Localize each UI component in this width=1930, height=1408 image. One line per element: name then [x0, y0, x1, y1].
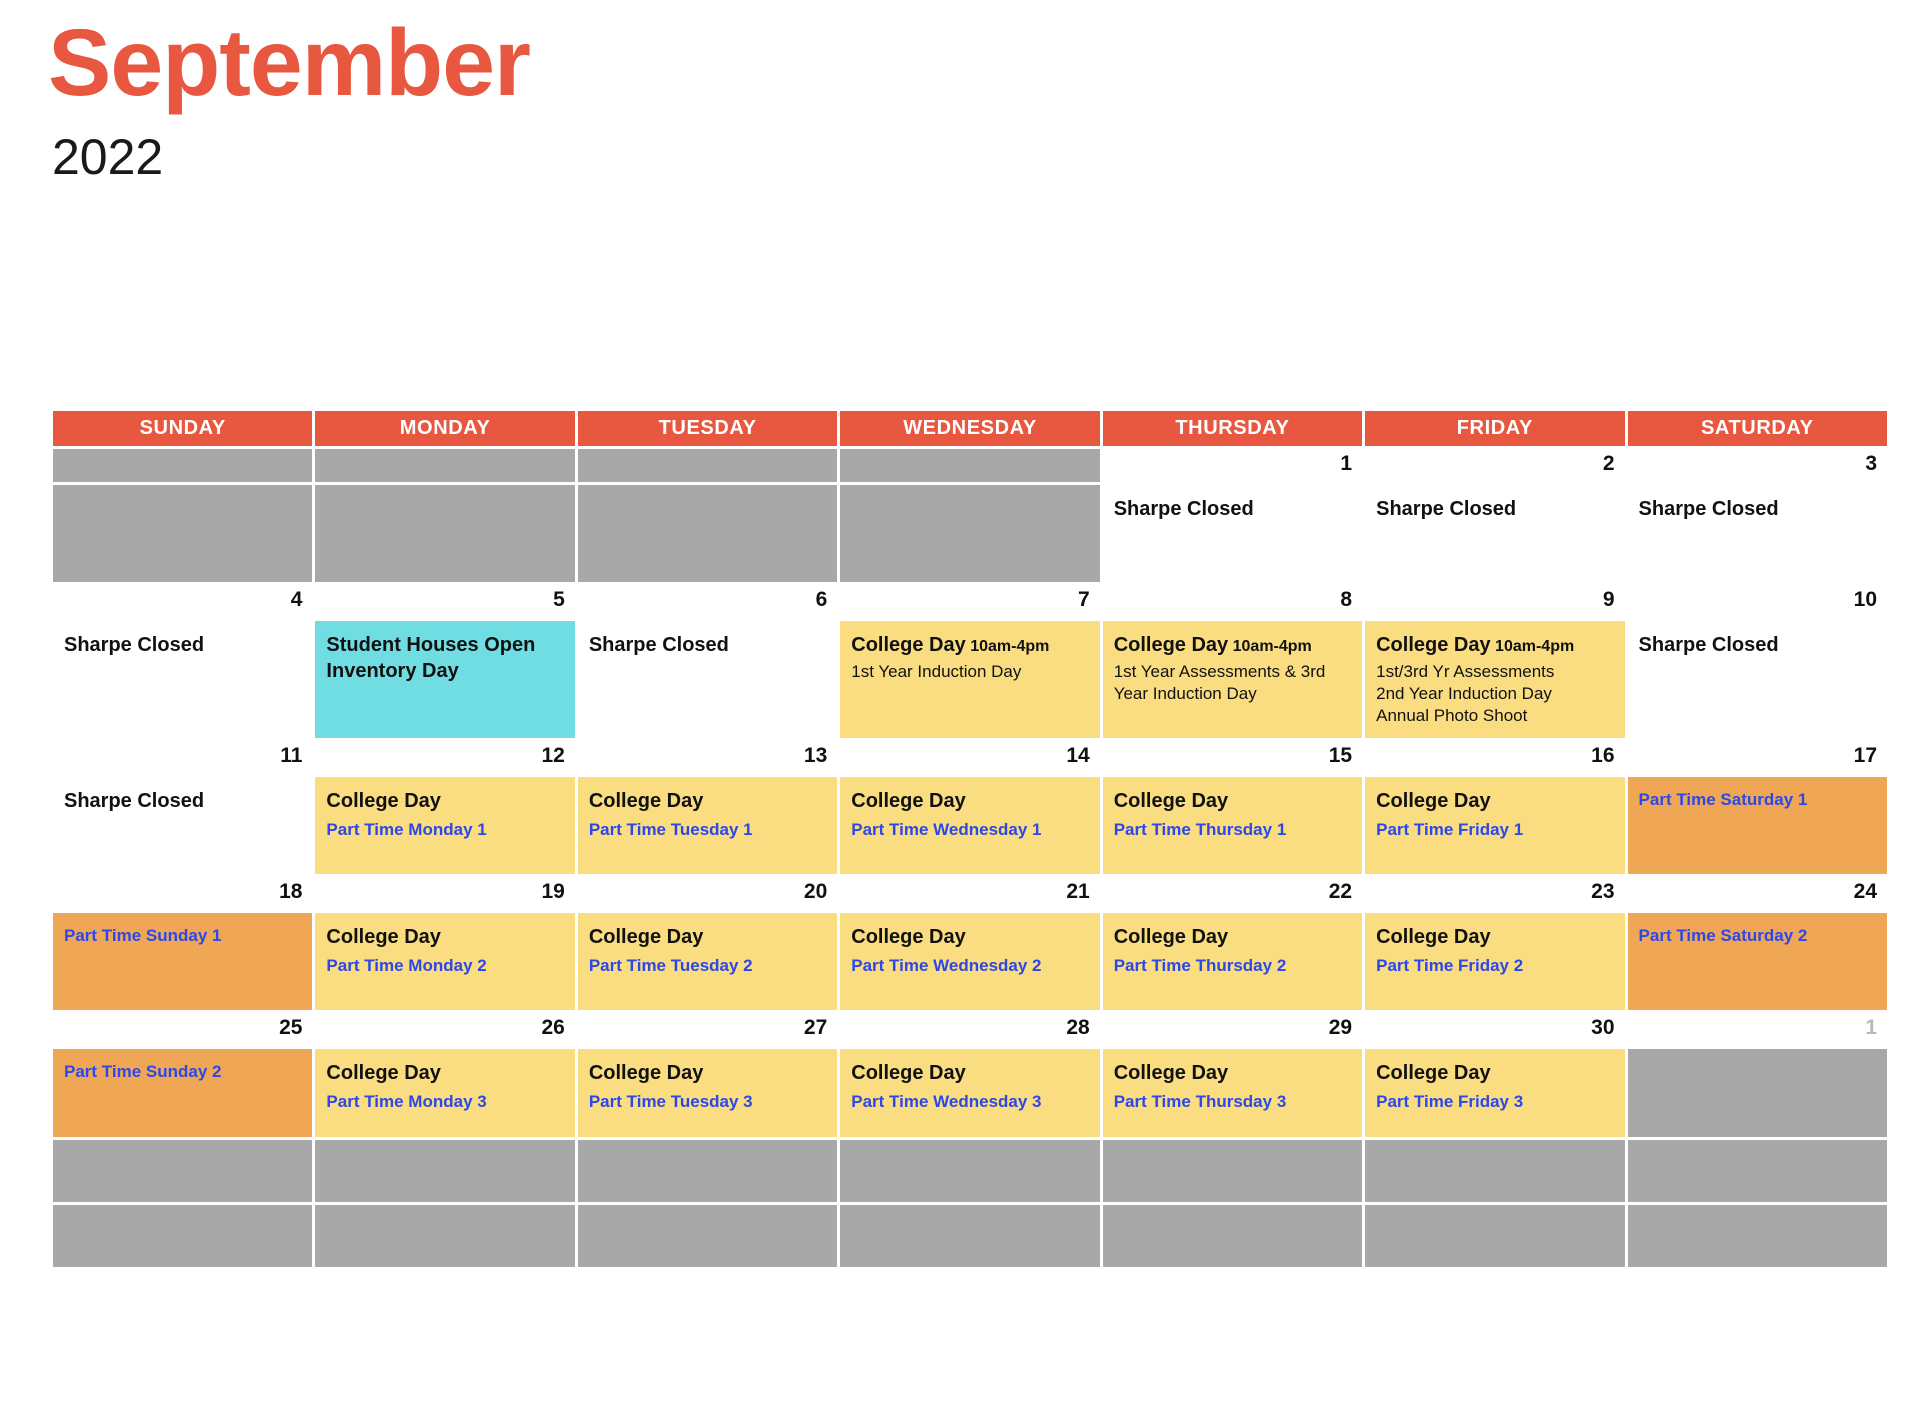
event-secondary-label: Part Time Friday 3: [1376, 1091, 1524, 1111]
event-time: 10am-4pm: [965, 638, 1050, 655]
date-number[interactable]: 10: [1628, 585, 1887, 618]
event-subtitle: 1st/3rd Yr Assessments 2nd Year Induction Day Annual Photo Shoot: [1376, 661, 1555, 726]
event-title: College Day: [1376, 925, 1491, 948]
date-cell-empty: [315, 449, 574, 482]
date-number[interactable]: 24: [1628, 877, 1887, 910]
event-title: College Day: [326, 789, 441, 812]
week-number-row: [53, 585, 1887, 618]
day-cell[interactable]: [1103, 777, 1362, 874]
event-secondary-label: Part Time Thursday 3: [1113, 1091, 1287, 1111]
day-cell[interactable]: [578, 621, 837, 738]
day-cell[interactable]: [578, 777, 837, 874]
title-block: [48, 10, 531, 185]
day-cell[interactable]: [315, 777, 574, 874]
date-number[interactable]: 3: [1628, 449, 1887, 482]
date-number[interactable]: 1: [1103, 449, 1362, 482]
day-cell[interactable]: [840, 1049, 1099, 1137]
date-number[interactable]: 9: [1365, 585, 1624, 618]
date-number[interactable]: 6: [578, 585, 837, 618]
date-number[interactable]: 27: [578, 1013, 837, 1046]
date-number[interactable]: 18: [53, 877, 312, 910]
date-number[interactable]: 29: [1103, 1013, 1362, 1046]
event-secondary-label: Part Time Tuesday 3: [588, 1091, 753, 1111]
event-title: Student Houses Open Inventory Day: [326, 634, 536, 682]
event-title: College Day: [1376, 789, 1491, 812]
event-title: College Day: [326, 925, 441, 948]
day-cell[interactable]: [315, 621, 574, 738]
event-secondary-label: Part Time Saturday 2: [1638, 925, 1808, 945]
date-cell-empty: [840, 449, 1099, 482]
week-number-row: [53, 449, 1887, 482]
date-number[interactable]: 19: [315, 877, 574, 910]
day-cell-empty: [1103, 1140, 1362, 1202]
day-cell-empty: [315, 1140, 574, 1202]
day-cell-empty: [840, 485, 1099, 582]
event-secondary-label: Part Time Monday 2: [326, 955, 487, 975]
week-number-row: [53, 741, 1887, 774]
date-number[interactable]: 7: [840, 585, 1099, 618]
date-number[interactable]: 14: [840, 741, 1099, 774]
event-secondary-label: Part Time Wednesday 1: [851, 819, 1042, 839]
day-cell[interactable]: [1365, 485, 1624, 582]
weekday-header-thursday: THURSDAY: [1103, 411, 1362, 446]
day-cell[interactable]: [578, 913, 837, 1010]
week-event-row: [53, 621, 1887, 738]
weekday-header-sunday: SUNDAY: [53, 411, 312, 446]
date-number[interactable]: 20: [578, 877, 837, 910]
event-title: Sharpe Closed: [1638, 634, 1779, 656]
event-subtitle: 1st Year Induction Day: [851, 661, 1022, 681]
day-cell[interactable]: [1365, 913, 1624, 1010]
event-time: 10am-4pm: [1228, 638, 1312, 655]
event-title: College Day: [1113, 925, 1229, 948]
day-cell[interactable]: [840, 621, 1099, 738]
event-secondary-label: Part Time Friday 2: [1376, 955, 1524, 975]
day-cell[interactable]: [1628, 777, 1887, 874]
event-title: College Day: [1113, 789, 1229, 812]
event-secondary-label: Part Time Wednesday 2: [851, 955, 1042, 975]
year-label: 2022: [52, 128, 164, 185]
date-number[interactable]: 23: [1365, 877, 1624, 910]
date-number[interactable]: 11: [53, 741, 312, 774]
event-secondary-label: Part Time Sunday 2: [64, 1061, 222, 1081]
event-secondary-label: Part Time Tuesday 1: [588, 819, 753, 839]
date-number[interactable]: 26: [315, 1013, 574, 1046]
day-cell[interactable]: [1628, 621, 1887, 738]
event-title: College Day: [326, 1061, 441, 1084]
day-cell-empty: [1365, 1140, 1624, 1202]
page-title: September: [48, 10, 531, 116]
weekday-header-monday: MONDAY: [315, 411, 574, 446]
week-event-row: [53, 913, 1887, 1010]
day-cell[interactable]: [578, 1049, 837, 1137]
event-title: College Day: [1376, 1061, 1491, 1084]
date-number[interactable]: 22: [1103, 877, 1362, 910]
event-secondary-label: Part Time Thursday 1: [1113, 819, 1287, 839]
day-cell[interactable]: [53, 1049, 312, 1137]
date-number[interactable]: 2: [1365, 449, 1624, 482]
event-title: College Day: [851, 1061, 966, 1084]
day-cell[interactable]: [53, 621, 312, 738]
event-time: 10am-4pm: [1490, 638, 1575, 655]
week-event-row: [53, 1049, 1887, 1137]
event-secondary-label: Part Time Friday 1: [1376, 819, 1524, 839]
event-title: Sharpe Closed: [1376, 498, 1517, 520]
date-number[interactable]: 8: [1103, 585, 1362, 618]
day-cell[interactable]: [1365, 1049, 1624, 1137]
date-cell-empty: [53, 449, 312, 482]
event-secondary-label: Part Time Tuesday 2: [588, 955, 753, 975]
event-secondary-label: Part Time Monday 3: [326, 1091, 487, 1111]
date-number[interactable]: 28: [840, 1013, 1099, 1046]
calendar-body: [53, 449, 1887, 1267]
week-number-row: [53, 1013, 1887, 1046]
day-cell[interactable]: [840, 777, 1099, 874]
day-cell[interactable]: [1365, 777, 1624, 874]
day-cell[interactable]: [1628, 913, 1887, 1010]
day-cell-empty: [840, 1205, 1099, 1267]
day-cell-empty: [315, 485, 574, 582]
event-title: College Day: [588, 925, 704, 948]
day-cell-empty: [840, 1140, 1099, 1202]
day-cell-empty: [1628, 1205, 1887, 1267]
trailing-empty-row: [53, 1140, 1887, 1202]
day-cell-empty: [578, 485, 837, 582]
date-number[interactable]: 30: [1365, 1013, 1624, 1046]
date-number[interactable]: 15: [1103, 741, 1362, 774]
day-cell[interactable]: [1365, 621, 1624, 738]
event-title: College Day: [851, 925, 966, 948]
day-cell-empty: [1628, 1049, 1887, 1137]
event-secondary-label: Part Time Monday 1: [326, 819, 487, 839]
day-cell[interactable]: [1103, 621, 1362, 738]
event-title: College Day 10am-4pm: [1376, 634, 1575, 656]
day-cell-empty: [578, 1205, 837, 1267]
week-event-row: [53, 485, 1887, 582]
weekday-header-tuesday: TUESDAY: [578, 411, 837, 446]
day-cell[interactable]: [53, 913, 312, 1010]
weekday-header-saturday: SATURDAY: [1628, 411, 1887, 446]
date-number[interactable]: 16: [1365, 741, 1624, 774]
day-cell-empty: [53, 1205, 312, 1267]
event-title: College Day 10am-4pm: [851, 634, 1050, 656]
event-secondary-label: Part Time Sunday 1: [64, 925, 222, 945]
weekday-header-row: [53, 411, 1887, 446]
event-subtitle: 1st Year Assessments & 3rd Year Induction Day: [1113, 661, 1326, 704]
event-title: Sharpe Closed: [64, 789, 205, 812]
day-cell-empty: [1365, 1205, 1624, 1267]
month-calendar: [50, 408, 1890, 1270]
event-title: College Day: [1113, 1061, 1229, 1084]
event-secondary-label: Part Time Thursday 2: [1113, 955, 1287, 975]
weekday-header-wednesday: WEDNESDAY: [840, 411, 1099, 446]
event-title: College Day: [588, 1061, 704, 1084]
day-cell[interactable]: [1103, 1049, 1362, 1137]
day-cell[interactable]: [1628, 485, 1887, 582]
week-event-row: [53, 777, 1887, 874]
event-secondary-label: Part Time Wednesday 3: [851, 1091, 1042, 1111]
day-cell[interactable]: [315, 913, 574, 1010]
date-number[interactable]: 12: [315, 741, 574, 774]
trailing-empty-row: [53, 1205, 1887, 1267]
event-title: College Day: [851, 789, 966, 812]
date-number[interactable]: 5: [315, 585, 574, 618]
day-cell-empty: [315, 1205, 574, 1267]
date-number[interactable]: 25: [53, 1013, 312, 1046]
event-title: College Day: [588, 789, 704, 812]
weekday-header-friday: FRIDAY: [1365, 411, 1624, 446]
day-cell[interactable]: [1103, 485, 1362, 582]
day-cell-empty: [53, 485, 312, 582]
day-cell[interactable]: [840, 913, 1099, 1010]
day-cell[interactable]: [315, 1049, 574, 1137]
date-number[interactable]: 17: [1628, 741, 1887, 774]
date-number[interactable]: 21: [840, 877, 1099, 910]
day-cell[interactable]: [1103, 913, 1362, 1010]
day-cell-empty: [53, 1140, 312, 1202]
date-number[interactable]: 1: [1628, 1013, 1887, 1046]
event-title: College Day 10am-4pm: [1113, 634, 1312, 656]
date-cell-empty: [578, 449, 837, 482]
day-cell-empty: [1103, 1205, 1362, 1267]
date-number[interactable]: 13: [578, 741, 837, 774]
event-title: Sharpe Closed: [1113, 498, 1254, 520]
day-cell[interactable]: [53, 777, 312, 874]
day-cell-empty: [578, 1140, 837, 1202]
event-title: Sharpe Closed: [64, 634, 205, 656]
event-title: Sharpe Closed: [588, 634, 729, 656]
event-title: Sharpe Closed: [1638, 498, 1779, 520]
event-secondary-label: Part Time Saturday 1: [1638, 789, 1808, 809]
day-cell-empty: [1628, 1140, 1887, 1202]
date-number[interactable]: 4: [53, 585, 312, 618]
week-number-row: [53, 877, 1887, 910]
